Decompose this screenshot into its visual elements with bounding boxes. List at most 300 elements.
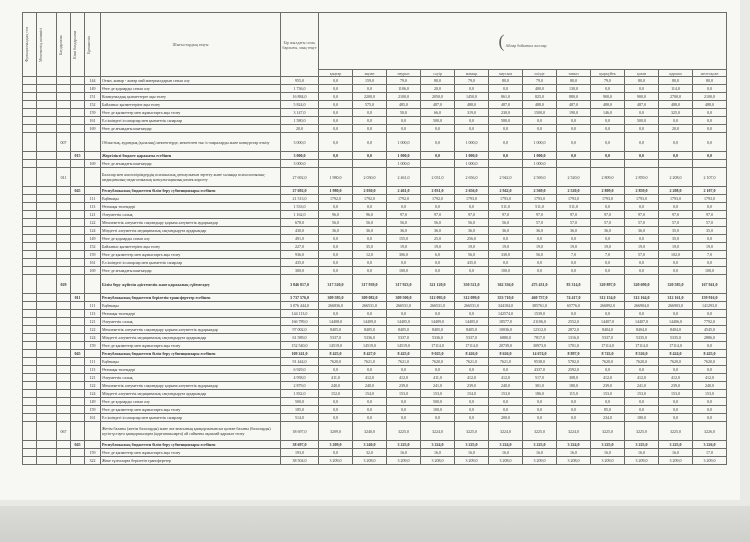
cell-month-value: 0,0 <box>659 133 693 152</box>
cell-specifics: 161 <box>85 259 101 267</box>
cell-month-value: 0,0 <box>421 125 455 133</box>
cell-month-value: 14519,0 <box>353 342 387 350</box>
cell-annual-total: 185,0 <box>281 406 319 414</box>
cell-month-value: 96,0 <box>319 211 353 219</box>
cell-month-value: 19,0 <box>693 243 727 251</box>
cell-month-value: 0,0 <box>693 133 727 152</box>
cell-subprogram <box>71 160 85 168</box>
cell-month-value: 4337,0 <box>523 366 557 374</box>
cell-admin <box>37 334 57 342</box>
cell-month-value: 2 461,0 <box>387 187 421 195</box>
cell-expense-name: Міндетті әлеуметтік медициналық сақтандыруға аударымдар <box>101 390 281 398</box>
col-subprogram: Кіші бағдарлама <box>71 13 85 77</box>
cell-month-value: 0,0 <box>353 203 387 211</box>
cell-month-value: 12,0 <box>353 251 387 259</box>
cell-month-value: 0,0 <box>523 235 557 243</box>
cell-specifics: 111 <box>85 195 101 203</box>
cell-month-value: 19,0 <box>523 243 557 251</box>
cell-month-value: 575,0 <box>353 101 387 109</box>
cell-month-value: 57,0 <box>591 219 625 227</box>
cell-month-value: 7621,0 <box>455 358 489 366</box>
cell-program: 029 <box>57 275 71 294</box>
cell-subprogram <box>71 326 85 334</box>
cell-month-value: 3 208,0 <box>353 457 387 465</box>
table-row <box>23 77 727 85</box>
cell-annual-total: 193,0 <box>281 449 319 457</box>
cell-annual-total: 1 580,0 <box>281 117 319 125</box>
cell-annual-total: 3 147,0 <box>281 109 319 117</box>
cell-month-value: 1 980,0 <box>319 187 353 195</box>
cell-month-value: 3 209,0 <box>387 457 421 465</box>
cell-month-value: 100,0 <box>421 406 455 414</box>
cell-expense-name: Мемлекеттік әлеуметтік сақтандыру қорына әлеуметтік аударымдар <box>101 382 281 390</box>
cell-program <box>57 441 71 449</box>
cell-month-value: 1539,0 <box>523 310 557 318</box>
scan-edge-shadow <box>0 506 750 542</box>
cell-month-value: 114,0 <box>659 85 693 93</box>
cell-expense-name: Әлеуметтік салық <box>101 318 281 326</box>
cell-month-value: 412,0 <box>455 374 489 382</box>
cell-admin <box>37 125 57 133</box>
cell-month-value: 7,0 <box>693 251 727 259</box>
cell-month-value: 0,0 <box>659 152 693 160</box>
table-row <box>23 350 727 358</box>
cell-month-value: 487,0 <box>625 101 659 109</box>
cell-month-value: 0,0 <box>319 133 353 152</box>
cell-month-value: 3 225,0 <box>591 441 625 449</box>
cell-month-value: 97,0 <box>421 211 455 219</box>
cell-month-value: 19,0 <box>455 243 489 251</box>
cell-subprogram <box>71 302 85 310</box>
cell-group <box>23 133 37 152</box>
cell-group <box>23 168 37 187</box>
cell-group <box>23 366 37 374</box>
cell-month-value: 79,0 <box>455 77 489 85</box>
cell-month-value: 1793,0 <box>557 195 591 203</box>
cell-month-value: 0,0 <box>591 152 625 160</box>
cell-month-value: 0,0 <box>625 398 659 406</box>
months-group-header: ( Айлар бойынша жоспар <box>319 13 727 70</box>
cell-month-value: 0,0 <box>353 125 387 133</box>
cell-month-value: 344184,0 <box>489 302 523 310</box>
cell-month-value: 0,0 <box>319 117 353 125</box>
cell-month-value: 511,0 <box>557 203 591 211</box>
cell-month-value: 488,0 <box>523 101 557 109</box>
cell-month-value: 0,0 <box>387 406 421 414</box>
cell-month-value: 317 520,0 <box>319 275 353 294</box>
cell-annual-total: 166 789,0 <box>281 318 319 326</box>
cell-annual-total: 97 002,0 <box>281 326 319 334</box>
cell-month-value: 35,0 <box>693 227 727 235</box>
cell-admin <box>37 342 57 350</box>
cell-month-value: 7817,0 <box>523 334 557 342</box>
cell-annual-total: 3 846 817,0 <box>281 275 319 294</box>
cell-month-value: 97,0 <box>591 211 625 219</box>
cell-month-value: 0,0 <box>659 203 693 211</box>
cell-month-value: 239,0 <box>455 382 489 390</box>
cell-month-value: 0,0 <box>319 267 353 275</box>
cell-month-value: 0,0 <box>387 366 421 374</box>
cell-expense-name: Өзге де ағымдағы шығындар <box>101 160 281 168</box>
cell-month-value: 0,0 <box>387 203 421 211</box>
cell-month-value: 3 208,0 <box>421 457 455 465</box>
cell-month-value: 1 980,0 <box>319 168 353 187</box>
cell-subprogram <box>71 235 85 243</box>
cell-month-value: 0,0 <box>693 235 727 243</box>
cell-group <box>23 117 37 125</box>
cell-month-value: 1 000,0 <box>455 152 489 160</box>
cell-month-value: 14519,0 <box>387 342 421 350</box>
table-row <box>23 125 727 133</box>
cell-month-value: 17114,0 <box>421 342 455 350</box>
cell-admin <box>37 251 57 259</box>
cell-program <box>57 302 71 310</box>
cell-month-value: 85,0 <box>591 406 625 414</box>
cell-expense-name: Республикалық бюджеттен берілетін трансферттер есебінен <box>101 294 281 302</box>
cell-month-value: 2 859,0 <box>625 187 659 195</box>
cell-month-value: 9 025,0 <box>421 350 455 358</box>
table-row <box>23 251 727 259</box>
cell-specifics: 121 <box>85 374 101 382</box>
cell-month-value: 240,0 <box>319 382 353 390</box>
cell-month-value: 2 520,0 <box>557 168 591 187</box>
cell-month-value: 80,0 <box>625 77 659 85</box>
cell-month-value: 20,0 <box>421 85 455 93</box>
cell-month-value: 240,0 <box>693 382 727 390</box>
cell-month-value: 7621,0 <box>489 358 523 366</box>
cell-admin <box>37 326 57 334</box>
cell-month-value: 0,0 <box>625 267 659 275</box>
cell-program <box>57 318 71 326</box>
table-row <box>23 326 727 334</box>
cell-month-value: 0,0 <box>625 152 659 160</box>
cell-group <box>23 219 37 227</box>
cell-admin <box>37 350 57 358</box>
cell-month-value: 19,0 <box>625 243 659 251</box>
cell-annual-total: 4 958,0 <box>281 374 319 382</box>
paren-mark: ( <box>498 31 505 51</box>
cell-month-value: 0,0 <box>523 267 557 275</box>
cell-month-value: 3 226,0 <box>693 441 727 449</box>
cell-month-value: 0,0 <box>421 366 455 374</box>
cell-month-value: 1 000,0 <box>387 160 421 168</box>
cell-program <box>57 195 71 203</box>
cell-subprogram <box>71 251 85 259</box>
cell-month-value: 36,0 <box>523 227 557 235</box>
cell-month-value: 2 107,0 <box>693 187 727 195</box>
col-functional-group: Функционалдық топ <box>23 13 37 77</box>
cell-month-value: 10036,0 <box>489 326 523 334</box>
cell-month-value: 36,0 <box>591 227 625 235</box>
table-row <box>23 259 727 267</box>
cell-group <box>23 449 37 457</box>
cell-admin <box>37 168 57 187</box>
cell-month-value: 0,0 <box>591 310 625 318</box>
cell-specifics: 124 <box>85 334 101 342</box>
cell-month-value: 7,0 <box>557 251 591 259</box>
cell-subprogram <box>71 195 85 203</box>
cell-specifics: 111 <box>85 302 101 310</box>
cell-program: 007 <box>57 133 71 152</box>
table-row <box>23 93 727 101</box>
cell-month-value: 239,0 <box>659 382 693 390</box>
cell-month-value: 234,0 <box>591 414 625 422</box>
cell-program <box>57 398 71 406</box>
cell-program <box>57 366 71 374</box>
cell-month-value: 0,0 <box>591 85 625 93</box>
cell-month-value: 2 656,0 <box>455 187 489 195</box>
cell-group <box>23 101 37 109</box>
cell-month-value: 3 209,0 <box>693 457 727 465</box>
cell-expense-name: Өтемақы төлемдері <box>101 366 281 374</box>
cell-program <box>57 457 71 465</box>
cell-month-value: 0,0 <box>659 267 693 275</box>
cell-admin <box>37 374 57 382</box>
cell-month-value: 3225,0 <box>625 422 659 441</box>
cell-program <box>57 117 71 125</box>
cell-month-value: 0,0 <box>625 125 659 133</box>
cell-month-value: 400,0 <box>523 85 557 93</box>
cell-month-value: 19,0 <box>557 243 591 251</box>
cell-month-value: 353 710,0 <box>489 294 523 302</box>
cell-month-value: 0,0 <box>659 310 693 318</box>
cell-subprogram <box>71 93 85 101</box>
table-row <box>23 366 727 374</box>
cell-group <box>23 243 37 251</box>
cell-month-value: 0,0 <box>319 406 353 414</box>
cell-month-value: 0,0 <box>319 449 353 457</box>
cell-specifics: 124 <box>85 227 101 235</box>
cell-month-value: 8 897,0 <box>557 350 591 358</box>
cell-month-value: 2 208,0 <box>659 168 693 187</box>
cell-program <box>57 152 71 160</box>
cell-month-value: 74 417,0 <box>557 294 591 302</box>
cell-month-value: 435,0 <box>455 259 489 267</box>
cell-group <box>23 398 37 406</box>
cell-month-value: 0,0 <box>319 251 353 259</box>
cell-group <box>23 187 37 195</box>
cell-month-value: 0,0 <box>353 117 387 125</box>
cell-month-value: 0,0 <box>455 366 489 374</box>
cell-group <box>23 390 37 398</box>
cell-month-value: 517,0 <box>523 374 557 382</box>
cell-program <box>57 203 71 211</box>
cell-expense-name: Өзге де қорларды сатып алу <box>101 85 281 93</box>
cell-month-value: 0,0 <box>659 366 693 374</box>
cell-specifics: 159 <box>85 109 101 117</box>
cell-month-value: 19,0 <box>421 243 455 251</box>
cell-month-value: 0,0 <box>693 366 727 374</box>
table-row <box>23 294 727 302</box>
cell-month-value: 230,0 <box>489 109 523 117</box>
cell-month-value: 2 859,0 <box>625 168 659 187</box>
cell-month-value: 3 209,0 <box>625 457 659 465</box>
cell-month-value: 0,0 <box>591 235 625 243</box>
cell-month-value: 100,0 <box>489 267 523 275</box>
cell-month-value: 8 526,0 <box>625 350 659 358</box>
cell-month-value: 16,0 <box>625 449 659 457</box>
cell-month-value: 0,0 <box>353 152 387 160</box>
cell-month-value: 2 031,0 <box>421 187 455 195</box>
cell-month-value: 350 521,0 <box>455 275 489 294</box>
cell-annual-total: 38 697,0 <box>281 422 319 441</box>
cell-month-value: 2 569,0 <box>523 187 557 195</box>
cell-month-value: 1792,0 <box>421 195 455 203</box>
cell-subprogram <box>71 109 85 117</box>
cell-subprogram <box>71 267 85 275</box>
cell-month-value: 14519,0 <box>319 342 353 350</box>
cell-annual-total: 678,0 <box>281 219 319 227</box>
cell-program <box>57 390 71 398</box>
cell-month-value: 97,0 <box>693 211 727 219</box>
cell-month-value: 153,0 <box>489 390 523 398</box>
cell-program <box>57 326 71 334</box>
cell-month-value: 17114,0 <box>659 342 693 350</box>
cell-month-value: 0,0 <box>353 414 387 422</box>
cell-month-value: 0,0 <box>557 310 591 318</box>
cell-subprogram <box>71 227 85 235</box>
cell-specifics: 159 <box>85 406 101 414</box>
cell-group <box>23 326 37 334</box>
table-row <box>23 374 727 382</box>
cell-month-value: 3 209,0 <box>319 441 353 449</box>
cell-month-value: 17,0 <box>693 449 727 457</box>
cell-month-value: 19,0 <box>659 243 693 251</box>
cell-month-value: 153,0 <box>421 390 455 398</box>
cell-month-value: 0,0 <box>319 77 353 85</box>
cell-month-value: 1701,0 <box>557 342 591 350</box>
cell-program: 067 <box>57 422 71 441</box>
cell-month-value: 1793,0 <box>489 195 523 203</box>
cell-subprogram <box>71 342 85 350</box>
cell-month-value: 3 209,0 <box>659 457 693 465</box>
cell-program <box>57 342 71 350</box>
cell-month-value: 0,0 <box>625 85 659 93</box>
cell-month-value: 80,0 <box>659 77 693 85</box>
table-row <box>23 267 727 275</box>
cell-group <box>23 358 37 366</box>
cell-month-value: 3226,0 <box>693 422 727 441</box>
cell-month-value: 3225,0 <box>387 422 421 441</box>
cell-month-value: 14405,0 <box>387 318 421 326</box>
cell-subprogram <box>71 334 85 342</box>
cell-month-value: 7621,0 <box>387 358 421 366</box>
cell-admin <box>37 195 57 203</box>
cell-month-value: 240,0 <box>489 382 523 390</box>
cell-month-value: 159 916,0 <box>693 294 727 302</box>
table-row <box>23 310 727 318</box>
cell-admin <box>37 93 57 101</box>
cell-month-value: 0,0 <box>489 152 523 160</box>
cell-admin <box>37 449 57 457</box>
cell-month-value: 36,0 <box>353 227 387 235</box>
cell-month-value: 0,0 <box>591 117 625 125</box>
cell-month-value: 5337,0 <box>387 334 421 342</box>
cell-month-value: 3 240,0 <box>353 441 387 449</box>
cell-month-value: 320 897,0 <box>591 275 625 294</box>
month-header-7: шілде <box>523 70 557 77</box>
cell-month-value: 0,0 <box>421 310 455 318</box>
cell-month-value: 0,0 <box>319 152 353 160</box>
cell-specifics <box>85 133 101 152</box>
cell-month-value: 7620,0 <box>319 358 353 366</box>
cell-month-value <box>693 160 727 168</box>
cell-month-value: 320 585,0 <box>659 275 693 294</box>
cell-month-value: 3 224,0 <box>421 441 455 449</box>
month-header-11: қараша <box>659 70 693 77</box>
cell-month-value: 2 031,0 <box>421 168 455 187</box>
cell-month-value: 97,0 <box>659 211 693 219</box>
cell-program: 011 <box>57 168 71 187</box>
cell-expense-name: Өзге де ағымдағы шығындар <box>101 267 281 275</box>
cell-month-value: 146,0 <box>591 109 625 117</box>
cell-month-value: 2552,0 <box>557 318 591 326</box>
cell-month-value: 900,0 <box>591 93 625 101</box>
cell-program <box>57 187 71 195</box>
cell-month-value: 14 674,0 <box>523 350 557 358</box>
cell-admin <box>37 227 57 235</box>
cell-subprogram <box>71 168 85 187</box>
cell-subprogram <box>71 133 85 152</box>
cell-admin <box>37 275 57 294</box>
cell-subprogram <box>71 358 85 366</box>
cell-month-value: 19,0 <box>387 243 421 251</box>
cell-annual-total: 5 824,0 <box>281 101 319 109</box>
cell-admin <box>37 382 57 390</box>
cell-specifics <box>85 422 101 441</box>
cell-month-value: 5335,0 <box>625 334 659 342</box>
cell-month-value: 0,0 <box>421 133 455 152</box>
cell-month-value <box>557 160 591 168</box>
cell-group <box>23 235 37 243</box>
cell-month-value: 7620,0 <box>693 358 727 366</box>
cell-month-value: 0,0 <box>693 203 727 211</box>
table-row <box>23 406 727 414</box>
cell-month-value: 241,0 <box>625 382 659 390</box>
cell-month-value: 14409,0 <box>421 318 455 326</box>
cell-month-value: 8 743,0 <box>591 350 625 358</box>
cell-month-value: 3 209,0 <box>523 457 557 465</box>
cell-specifics: 161 <box>85 414 101 422</box>
cell-month-value: 155,0 <box>387 235 421 243</box>
cell-month-value: 412,0 <box>353 374 387 382</box>
cell-month-value: 0,0 <box>693 406 727 414</box>
cell-month-value: 12312,0 <box>523 326 557 334</box>
cell-month-value: 97,0 <box>557 211 591 219</box>
cell-month-value: 309 082,0 <box>353 294 387 302</box>
cell-admin <box>37 259 57 267</box>
cell-month-value: 880,0 <box>557 93 591 101</box>
cell-month-value: 19,0 <box>489 243 523 251</box>
cell-month-value: 0,0 <box>523 125 557 133</box>
month-header-1: қаңтар <box>319 70 353 77</box>
cell-program <box>57 382 71 390</box>
cell-subprogram <box>71 117 85 125</box>
cell-expense-name: Өтемақы төлемдері <box>101 310 281 318</box>
cell-annual-total: 27 692,0 <box>281 187 319 195</box>
cell-month-value: 325,0 <box>659 109 693 117</box>
cell-group <box>23 275 37 294</box>
cell-month-value: 488,0 <box>591 101 625 109</box>
cell-month-value: 0,0 <box>353 109 387 117</box>
cell-month-value: 511,0 <box>489 203 523 211</box>
cell-month-value: 3 225,0 <box>523 441 557 449</box>
cell-expense-name: Облыстық, аудандық (қалалық) мектептерде, мектептен тыс іс-шараларды және конкурстар өткізу <box>101 133 281 152</box>
cell-month-value: 411,0 <box>421 374 455 382</box>
cell-month-value: 511,0 <box>523 203 557 211</box>
cell-month-value: 0,0 <box>523 117 557 125</box>
cell-month-value: 266904,0 <box>625 302 659 310</box>
